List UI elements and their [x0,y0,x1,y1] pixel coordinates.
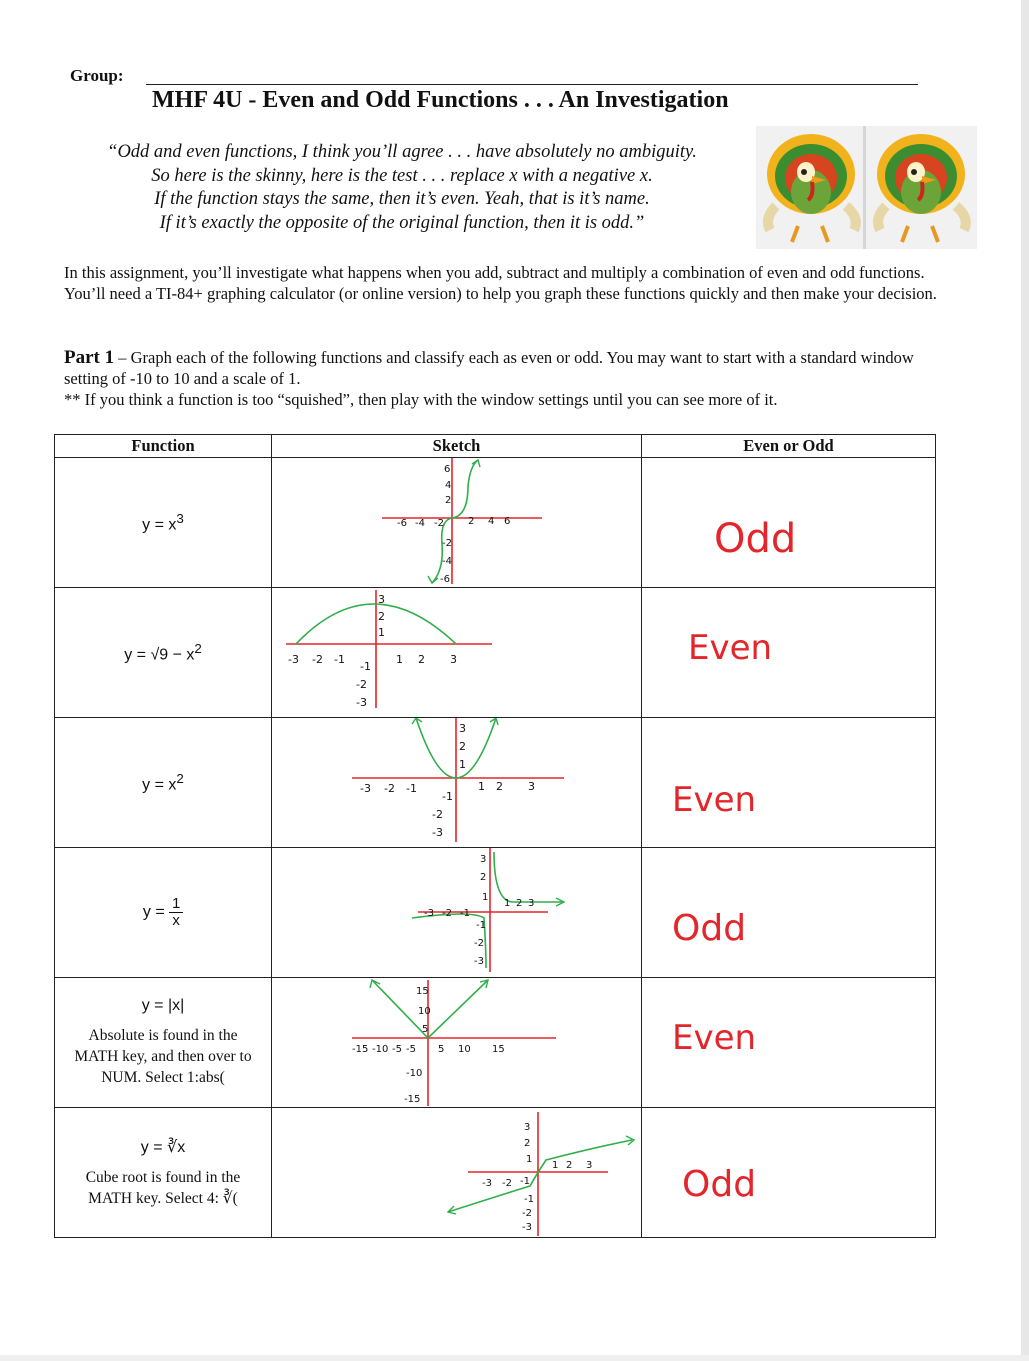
sketch-canvas[interactable] [272,718,642,847]
answer-text: Even [672,1018,757,1058]
answer-text: Odd [672,908,747,949]
svg-text:-10: -10 [372,1044,389,1055]
svg-text:10: 10 [418,1006,431,1017]
svg-text:3: 3 [586,1160,593,1171]
svg-text:-5: -5 [392,1044,402,1055]
function-equation: $y = x^3$ [142,510,184,534]
svg-text:-15: -15 [404,1094,421,1105]
classification-cell[interactable] [642,848,936,978]
sketch-canvas[interactable] [272,848,642,977]
svg-text:-4: -4 [442,556,452,567]
svg-text:2: 2 [445,495,452,506]
functions-table [54,434,936,1238]
svg-text:-3: -3 [482,1178,492,1189]
svg-text:-1: -1 [476,920,486,931]
svg-text:-3: -3 [432,826,443,839]
svg-text:-3: -3 [360,782,371,795]
function-note: Absolute is found in the MATH key, and then over to NUM. Select 1:abs( [74,1027,252,1086]
classification-cell[interactable] [642,978,936,1108]
page-title: MHF 4U - Even and Odd Functions . . . An Investigation [152,87,729,113]
svg-text:1: 1 [552,1160,559,1171]
svg-text:-1: -1 [442,790,453,803]
svg-text:-6: -6 [397,518,407,529]
function-cell [55,588,272,718]
svg-text:15: 15 [492,1044,505,1055]
svg-text:3: 3 [528,898,535,909]
sketch-canvas[interactable] [272,978,642,1107]
svg-text:-2: -2 [434,518,444,529]
svg-text:-1: -1 [334,653,345,666]
classification-cell[interactable] [642,1108,936,1238]
turkey-left [767,134,856,242]
sketch-cell[interactable] [272,848,642,978]
svg-text:5: 5 [438,1044,445,1055]
header-sketch: Sketch [272,435,642,458]
svg-text:-4: -4 [415,518,425,529]
svg-text:3: 3 [459,722,466,735]
svg-text:1: 1 [459,758,466,771]
function-cell [55,848,272,978]
poem [62,141,742,235]
sketch-canvas[interactable] [272,588,642,717]
sketch-cell[interactable] [272,458,642,588]
function-cell [55,458,272,588]
table-row [55,718,936,848]
svg-text:2: 2 [496,780,503,793]
svg-text:3: 3 [528,780,535,793]
group-underline[interactable] [146,84,918,85]
table-header-row [55,435,936,458]
header-function: Function [55,435,272,458]
svg-text:4: 4 [445,480,452,491]
svg-text:2: 2 [378,610,385,623]
svg-text:5: 5 [422,1024,429,1035]
svg-text:10: 10 [458,1044,471,1055]
table-row [55,978,936,1108]
svg-text:-2: -2 [474,938,484,949]
svg-text:-6: -6 [440,574,450,585]
svg-text:-2: -2 [432,808,443,821]
function-equation: y = |x| [141,997,185,1014]
answer-text: Odd [682,1164,757,1205]
answer-text: Odd [714,516,797,562]
classification-cell[interactable] [642,588,936,718]
svg-text:1: 1 [396,653,403,666]
svg-text:2: 2 [468,516,475,527]
svg-text:-3: -3 [356,696,367,709]
function-equation: y = ∛x [140,1138,186,1156]
svg-text:-1: -1 [360,660,371,673]
poem-line: “Odd and even functions, I think you’ll agree . . . have absolutely no ambiguity. [107,142,697,162]
table-row [55,458,936,588]
turkey-illustration [756,126,977,249]
svg-text:3: 3 [450,653,457,666]
group-line [70,66,920,86]
svg-text:-5: -5 [406,1044,416,1055]
svg-text:-3: -3 [424,908,434,919]
page-right-edge [1021,0,1029,1361]
svg-text:15: 15 [416,986,429,997]
table-row [55,588,936,718]
svg-text:1: 1 [482,892,489,903]
classification-cell[interactable] [642,458,936,588]
intro-paragraph: In this assignment, you’ll investigate what happens when you add, subtract and multiply a combination of even and odd functions. You’ll need a TI-84+ graphing calculator (or online version) to help you graph these functions quickly and then make your decision. [64,263,937,303]
part1-heading: Part 1 [64,347,115,368]
svg-text:-2: -2 [502,1178,512,1189]
svg-text:-1: -1 [524,1194,534,1205]
table-row [55,848,936,978]
svg-text:3: 3 [524,1122,531,1133]
svg-text:1: 1 [504,898,511,909]
svg-text:-15: -15 [352,1044,369,1055]
svg-text:3: 3 [480,854,487,865]
svg-text:-3: -3 [288,653,299,666]
poem-line: If the function stays the same, then it’s even. Yeah, that is it’s name. [154,189,650,209]
svg-text:-3: -3 [474,956,484,967]
turkey-right [877,134,966,242]
poem-line: If it’s exactly the opposite of the original function, then it is odd.” [159,212,645,233]
svg-text:-2: -2 [442,908,452,919]
svg-text:-3: -3 [522,1222,532,1233]
sketch-canvas[interactable] [272,1108,642,1237]
svg-text:6: 6 [444,464,451,475]
svg-text:2: 2 [566,1160,573,1171]
part1-text: – Graph each of the following functions and classify each as even or odd. You may want to start with a standard window setting of -10 to 10 and a scale of 1. [64,348,914,388]
answer-text: Even [688,628,773,668]
page-bottom-edge [0,1355,1029,1361]
function-cell [55,1108,272,1238]
sketch-canvas[interactable] [272,458,642,587]
svg-text:1: 1 [478,780,485,793]
function-equation: y = $\frac{1}{x}$ [143,896,183,929]
function-equation: $y = x^2$ [142,770,184,794]
svg-text:3: 3 [378,593,385,606]
fraction: $\frac{1}{x}$ [169,896,183,929]
svg-text:6: 6 [504,516,511,527]
function-cell [55,718,272,848]
svg-text:-2: -2 [522,1208,532,1219]
answer-text: Even [672,780,757,820]
svg-text:2: 2 [459,740,466,753]
svg-text:-10: -10 [406,1068,423,1079]
svg-text:2: 2 [516,898,523,909]
svg-text:-1: -1 [406,782,417,795]
svg-text:2: 2 [480,872,487,883]
sketch-cell[interactable] [272,978,642,1108]
svg-text:2: 2 [524,1138,531,1149]
sketch-cell[interactable] [272,1108,642,1238]
function-equation: $y = √9 - x^2$ [124,640,202,664]
header-classification: Even or Odd [642,435,936,458]
svg-text:-2: -2 [442,538,452,549]
turkey-image [756,126,977,249]
group-label: Group: [70,66,124,85]
part1-instructions [64,347,954,410]
classification-cell[interactable] [642,718,936,848]
sketch-cell[interactable] [272,588,642,718]
function-cell [55,978,272,1108]
svg-text:4: 4 [488,516,495,527]
svg-text:-2: -2 [384,782,395,795]
svg-text:2: 2 [418,653,425,666]
function-note: Cube root is found in the MATH key. Select 4: ∛( [85,1168,241,1207]
part1-note: ** If you think a function is too “squished”, then play with the window settings until you can see more of it. [64,390,778,409]
sketch-cell[interactable] [272,718,642,848]
svg-text:-1: -1 [460,908,470,919]
poem-line: So here is the skinny, here is the test . . . replace x with a negative x. [151,165,653,186]
svg-text:-1: -1 [520,1176,530,1187]
svg-text:-2: -2 [312,653,323,666]
svg-text:-2: -2 [356,678,367,691]
svg-text:1: 1 [378,626,385,639]
svg-text:1: 1 [526,1154,533,1165]
table-row [55,1108,936,1238]
